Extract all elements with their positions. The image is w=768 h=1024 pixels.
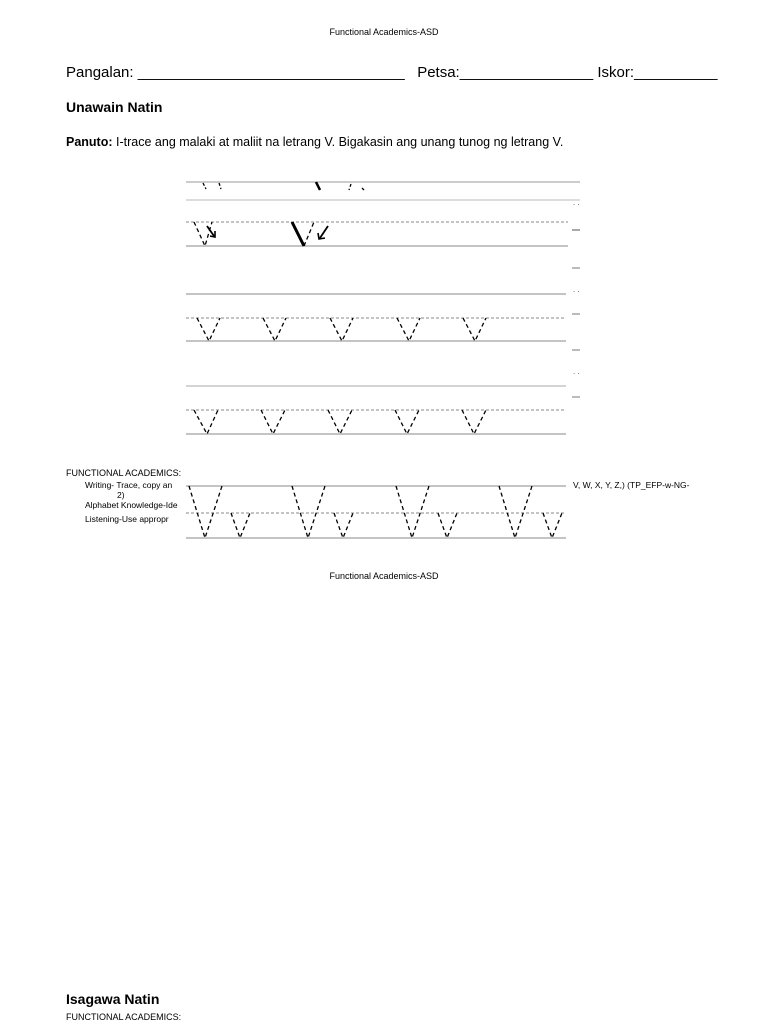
name-field[interactable]: ________________________________	[137, 64, 405, 81]
letter-v-dashed	[194, 222, 212, 246]
svg-text:. .: . .	[573, 285, 580, 294]
letter-v-dashed	[231, 513, 250, 538]
section-title-unawain: Unawain Natin	[66, 99, 163, 115]
competency-writing-cont: 2)	[117, 490, 125, 500]
letter-v-dashed	[328, 410, 352, 434]
letter-v-dashed	[395, 410, 419, 434]
letter-v-solid-stroke	[292, 222, 304, 246]
letter-v-dashed	[263, 318, 286, 341]
svg-text:. .: . .	[573, 367, 580, 376]
instruction-text: I-trace ang malaki at maliit na letrang V. Bigakasin ang unang tunog ng letrang V.	[116, 135, 564, 149]
letter-v-dashed	[334, 513, 353, 538]
letter-v-dashed	[397, 318, 420, 341]
competency-heading-2: FUNCTIONAL ACADEMICS:	[66, 1012, 182, 1022]
competency-heading: FUNCTIONAL ACADEMICS:	[66, 468, 182, 478]
letter-uppercase-v-dashed	[499, 486, 532, 538]
letter-v-dashed	[330, 318, 353, 341]
competency-alphabet: Alphabet Knowledge-Ide	[85, 500, 178, 510]
letter-v-dashed	[197, 318, 220, 341]
svg-text:. .: . .	[573, 198, 580, 207]
letter-v-dashed	[543, 513, 562, 538]
letter-v-stroke-fragment	[316, 182, 320, 190]
letter-v-fragment	[203, 183, 221, 189]
letter-uppercase-v-dashed	[396, 486, 429, 538]
page-header: Functional Academics-ASD	[329, 27, 439, 37]
instruction-label: Panuto:	[66, 135, 113, 149]
letter-v-dashed	[194, 410, 218, 434]
section-title-isagawa: Isagawa Natin	[66, 991, 160, 1007]
tracing-row-2	[186, 198, 580, 246]
competency-listening: Listening-Use appropr	[85, 514, 169, 524]
name-label: Pangalan:	[66, 64, 134, 81]
date-field[interactable]: ________________	[459, 64, 594, 81]
competency-writing: Writing- Trace, copy an	[85, 480, 173, 490]
letter-v-dashed	[261, 410, 285, 434]
tracing-row-1	[186, 182, 580, 200]
letter-v-dashed	[438, 513, 457, 538]
score-label: Iskor:	[597, 64, 635, 81]
letter-uppercase-v-dashed	[189, 486, 222, 538]
tracing-row-4	[186, 386, 566, 434]
letter-uppercase-v-dashed	[292, 486, 325, 538]
competency-writing-right: V, W, X, Y, Z,) (TP_EFP-w-NG-	[573, 480, 690, 490]
score-field[interactable]: __________	[634, 64, 718, 81]
letter-v-dashed	[304, 222, 314, 246]
page-footer-header: Functional Academics-ASD	[329, 571, 439, 581]
letter-v-dashed	[463, 318, 486, 341]
letter-v-dashed	[462, 410, 486, 434]
tracing-row-3	[186, 268, 580, 397]
tracing-row-5	[186, 486, 566, 538]
letter-v-fragment	[349, 184, 364, 190]
arrow-icon	[320, 226, 328, 238]
date-label: Petsa:	[417, 64, 460, 81]
